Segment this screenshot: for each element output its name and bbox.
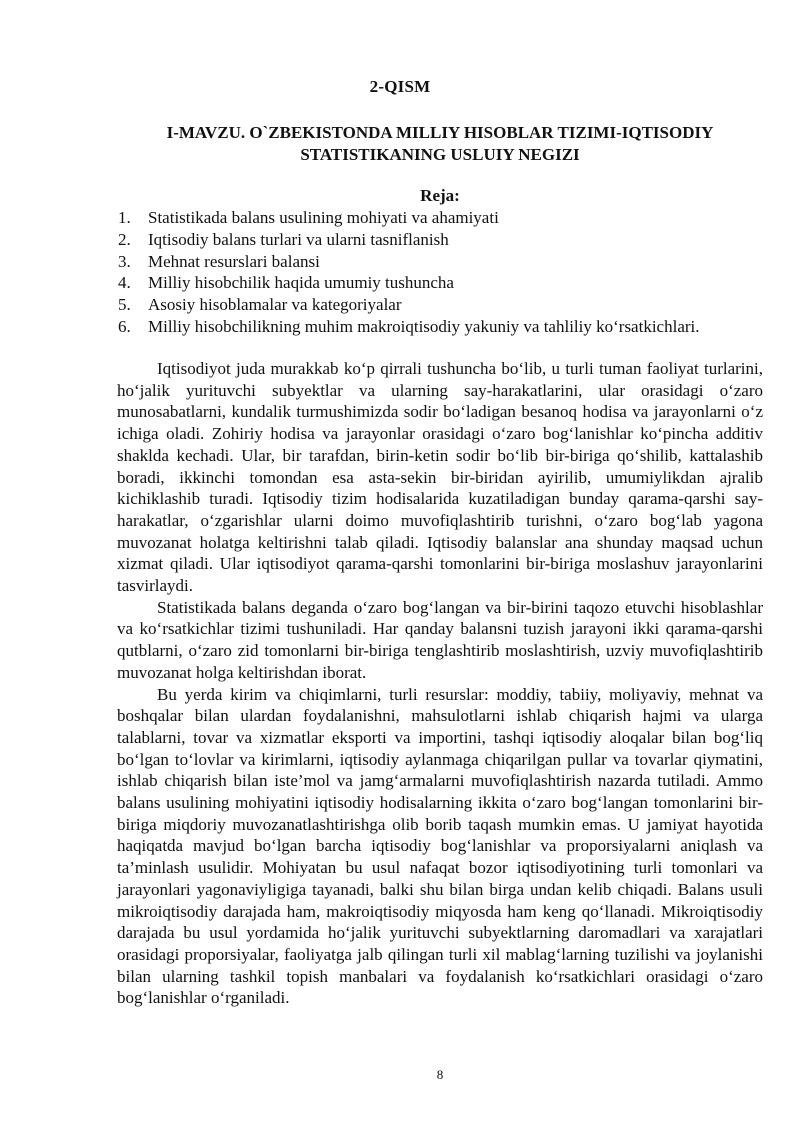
plan-item-number: 5.: [118, 295, 131, 315]
plan-item-text: Statistikada balans usulining mohiyati va ahamiyati: [148, 208, 499, 227]
plan-item: [118, 272, 778, 294]
plan-list: [118, 207, 778, 338]
plan-item: [118, 316, 778, 338]
plan-item: [118, 229, 778, 251]
plan-item-number: 3.: [118, 251, 131, 271]
plan-item: [118, 294, 778, 316]
plan-item: [118, 251, 778, 273]
page-number: 8: [436, 1067, 444, 1082]
paragraph: Iqtisodiyot juda murakkab ko‘p qirrali tushuncha bo‘lib, u turli tuman faoliyat turlarini, ho‘jalik yurituvchi subyektlar va ularning say-harakatlarini, ular orasidagi o‘zaro munosabatlarni, kundalik turmushimizda sodir bo‘ladigan besanoq hodisa va jarayonlarni o‘z ichiga oladi. Zohiriy hodisa va jarayonlar orasidagi o‘zaro bog‘lanishlar ko‘pincha additiv shaklda kechadi. Ular, bir tarafdan, birin-ketin sodir bo‘lib bir-biriga qo‘shilib, kattalashib boradi, ikkinchi tomondan esa asta-sekin bir-biridan ayirilib, umumiylikdan ajralib kichiklashib turadi. Iqtisodiy tizim hodisalarida kuzatiladigan bunday qarama-qarshi say-harakatlar, o‘zgarishlar ularni doimo muvofiqlashtirib turishni, o‘zaro bog‘lab yagona muvozanat holatga keltirishni talab qiladi. Iqtisodiy balanslar ana shunday maqsad uchun xizmat qiladi. Ular iqtisodiyot qarama-qarshi tomonlarini bir-biriga moslashuv jarayonlarini tasvirlaydi.: [117, 359, 763, 596]
plan-item-number: 4.: [118, 273, 131, 293]
plan-item-text: Iqtisodiy balans turlari va ularni tasniflanish: [148, 229, 449, 249]
plan-item-number: 6.: [118, 316, 131, 336]
plan-title: Reja:: [420, 186, 460, 205]
plan-item-number: 2.: [118, 229, 131, 249]
plan-item-text: Milliy hisobchilikning muhim makroiqtisodiy yakuniy va tahliliy ko‘rsatkichlari.: [148, 316, 700, 336]
body-text: [117, 358, 763, 1009]
paragraph: Bu yerda kirim va chiqimlarni, turli resurslar: moddiy, tabiiy, moliyaviy, mehnat va boshqalar bilan ulardan foydalanishni, mahsulotlarni ishlab chiqarish hajmi va ularga talablarni, tovar va xizmatlar eksporti va importini, tashqi iqtisodiy aloqalar bilan bog‘liq bo‘lgan to‘lovlar va kirimlarni, iqtisodiy aylanmaga chiqarilgan pullar va tovarlar qiymatini, ishlab chiqarish bilan iste’mol va jamg‘armalarni muvofiqlashtirish nazarda tutiladi. Ammo balans usulining mohiyatini iqtisodiy hodisalarning ikkita o‘zaro bog‘langan tomonlarini bir-biriga miqdoriy muvozanatlashtirishga olib borib taqash mumkin emas. U jamiyat hayotida haqiqatda mavjud bo‘lgan barcha iqtisodiy bog‘lanishlar va proporsiyalarni aniqlash va ta’minlash usulidir. Mohiyatan bu usul nafaqat bozor iqtisodiyotining turli tomonlari va jarayonlari yagonaviyligiga tayanadi, balki shu bilan birga undan kelib chiqadi. Balans usuli mikroiqtisodiy darajada ham, makroiqtisodiy miqyosda ham keng qo‘llanadi. Mikroiqtisodiy darajada bu usul yordamida ho‘jalik yurituvchi subyektlarning daromadlari va xarajatlari orasidagi proporsiyalar, faoliyatga jalb qilingan turli xil mablag‘larning tuzilishi va joylanishi bilan ularning tashkil topish manbalari va foydalanish ko‘rsatkichlari orasidagi o‘zaro bog‘lanishlar o‘rganiladi.: [117, 684, 763, 1008]
paragraph: Statistikada balans deganda o‘zaro bog‘langan va bir-birini taqozo etuvchi hisoblashlar va ko‘rsatkichlar tizimi tushuniladi. Har qanday balansni tuzish jarayoni ikki qarama-qarshi qutblarni, o‘zaro zid tomonlarni bir-biriga tenglashtirib moslashtirish, uzviy muvofiqlashtirib muvozanat holga keltirishdan iborat.: [117, 597, 763, 682]
plan-item-text: Milliy hisobchilik haqida umumiy tushuncha: [148, 273, 454, 293]
plan-item: [118, 207, 778, 229]
plan-item-text: Asosiy hisoblamalar va kategoriyalar: [148, 295, 402, 315]
part-title: 2-QISM: [369, 77, 431, 96]
topic-title: I-MAVZU. O`ZBEKISTONDA MILLIY HISOBLAR TIZIMI-IQTISODIY STATISTIKANING USLUIY NEGIZI: [166, 123, 714, 164]
plan-item-number: 1.: [118, 208, 131, 227]
plan-item-text: Mehnat resurslari balansi: [148, 251, 320, 271]
